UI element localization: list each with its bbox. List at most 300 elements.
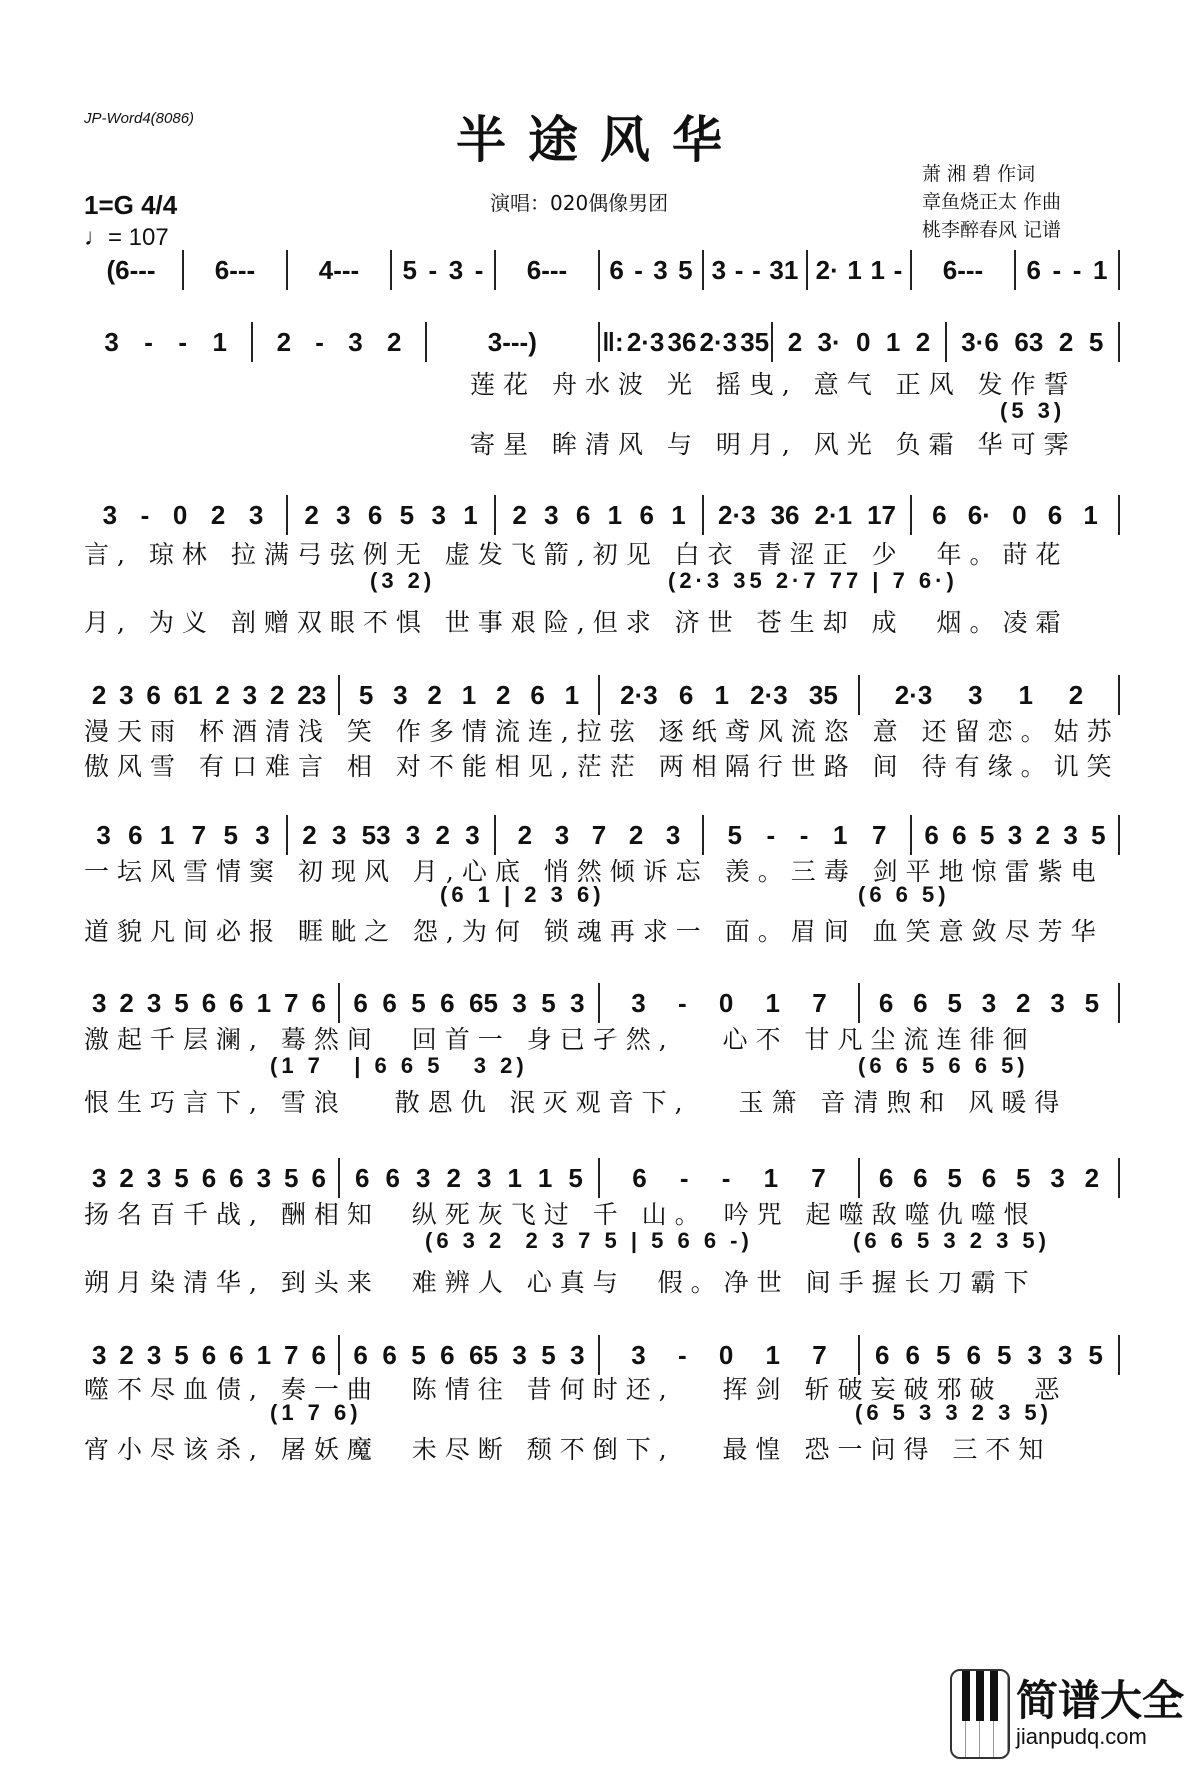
note-group: 6 xyxy=(952,819,967,850)
measure xyxy=(80,815,288,855)
lyric-line-2: 傲风雪 有口难言 相 对不能相见,茫茫 两相隔行世路 间 待有缘。讥笑 xyxy=(84,752,1120,781)
alternate-notes: (1 7 | 6 6 5 3 2) xyxy=(270,1053,528,1078)
note-group: 2 xyxy=(435,819,450,850)
measure xyxy=(1016,250,1120,290)
note-group: 3 xyxy=(119,679,134,710)
measure xyxy=(600,1335,860,1375)
lyric-line-2: 恨生巧言下, 雪浪 散恩仇 泯灭观音下, 玉箫 音清煦和 风暖得 xyxy=(84,1088,1068,1117)
note-group: 5 xyxy=(1091,819,1106,850)
note-group: - xyxy=(721,1162,731,1193)
note-group: 36 xyxy=(770,499,800,530)
note-group: 3 xyxy=(242,679,258,710)
note-group: 6· xyxy=(967,499,991,530)
note-group: 6 xyxy=(913,1162,928,1193)
note-group: ‖: xyxy=(602,326,624,357)
note-group: 53 xyxy=(361,819,391,850)
note-group: 3 xyxy=(665,819,681,850)
measure xyxy=(860,983,1120,1023)
lyric-line-1: 莲花 舟水波 光 摇曳, 意气 正风 发作誓 xyxy=(470,370,1077,399)
note-group: 0 xyxy=(718,987,734,1018)
note-group: 4--- xyxy=(318,254,360,285)
note-group: 3 xyxy=(711,254,727,285)
lyric-line-2: 月, 为义 剖赠双眼不惧 世事艰险,但求 济世 苍生却 成 烟。凌霜 xyxy=(84,608,1069,637)
notation-line xyxy=(80,250,1120,290)
note-group: 6 xyxy=(875,1339,890,1370)
note-group: 7 xyxy=(284,1339,299,1370)
measure xyxy=(808,250,912,290)
note-group: 3 xyxy=(248,499,264,530)
notation-line xyxy=(80,815,1120,855)
measure xyxy=(184,250,288,290)
note-group: 3 xyxy=(91,987,107,1018)
note-group: 6 xyxy=(229,987,244,1018)
measure xyxy=(253,322,426,362)
note-group: 3 xyxy=(146,1339,162,1370)
note-group: 6 xyxy=(639,499,654,530)
measure xyxy=(80,675,340,715)
note-group: 3 xyxy=(91,1339,107,1370)
lyric-line-2: 寄星 眸清风 与 明月, 风光 负霜 华可霁 xyxy=(470,430,1077,459)
note-group: 2 xyxy=(512,499,527,530)
note-group: 2 xyxy=(386,326,402,357)
note-group: 5 xyxy=(541,1339,556,1370)
note-group: 1 xyxy=(256,1339,272,1370)
note-group: 2 xyxy=(1058,326,1074,357)
note-group: 1 xyxy=(607,499,623,530)
note-group: 35 xyxy=(808,679,838,710)
measure xyxy=(860,1158,1120,1198)
measure xyxy=(496,815,704,855)
note-group: 5 xyxy=(174,1339,189,1370)
alternate-notes: (2·3 35 2·7 77 | 7 6·) xyxy=(668,568,958,593)
note-group: 7 xyxy=(812,987,827,1018)
measure xyxy=(600,675,860,715)
note-group: 3 xyxy=(91,1162,107,1193)
note-group: 3 xyxy=(102,499,118,530)
measure xyxy=(80,250,184,290)
notation-line xyxy=(80,1158,1120,1198)
measure xyxy=(340,983,600,1023)
note-group: - xyxy=(144,326,153,357)
note-group: 0 xyxy=(718,1339,734,1370)
measure xyxy=(773,322,946,362)
note-group: 5 xyxy=(174,987,189,1018)
alternate-notes: (6 6 5) xyxy=(858,882,950,907)
note-group: 3 xyxy=(512,1339,527,1370)
note-group: - xyxy=(140,499,150,530)
note-group: 7 xyxy=(284,987,299,1018)
note-group: 6 xyxy=(201,1339,217,1370)
measure xyxy=(288,250,392,290)
piano-keys-icon xyxy=(950,1669,1010,1759)
transcriber-credit: 桃李醉春风 记谱 xyxy=(922,219,1062,241)
note-group: 6 xyxy=(966,1339,981,1370)
measure xyxy=(427,322,600,362)
song-title: 半途风华 xyxy=(456,110,744,169)
note-group: 6 xyxy=(353,1339,368,1370)
note-group: 2 xyxy=(91,679,107,710)
singer-label: 演唱：020偶像男团 xyxy=(490,191,669,215)
note-group: 7 xyxy=(191,819,207,850)
site-logo xyxy=(950,1668,1200,1760)
note-group: 2·1 xyxy=(814,499,853,530)
composer-credit: 章鱼烧正太 作曲 xyxy=(922,191,1062,213)
note-group: 6 xyxy=(311,1162,326,1193)
note-group: 7 xyxy=(871,819,887,850)
note-group: 6 xyxy=(128,819,143,850)
note-group: 6--- xyxy=(526,254,568,285)
note-group: 5 xyxy=(727,819,742,850)
note-group: 3 xyxy=(405,819,421,850)
note-group: 5 xyxy=(1088,1339,1103,1370)
notation-line xyxy=(80,1335,1120,1375)
note-group: 5 xyxy=(947,1162,962,1193)
note-group: 3 xyxy=(146,1162,162,1193)
measure xyxy=(600,250,704,290)
note-group: 2 xyxy=(628,819,644,850)
note-group: 3 xyxy=(415,1162,431,1193)
note-group: 1 xyxy=(564,679,580,710)
note-group: 5 xyxy=(947,987,962,1018)
note-group: 2·3 xyxy=(750,679,788,710)
note-group: 3---) xyxy=(487,326,537,357)
lyric-line-1: 扬名百千战, 酬相知 纵死灰飞过 千 山。 吟咒 起噬敌噬仇噬恨 xyxy=(84,1200,1037,1229)
note-group: 1 xyxy=(1083,499,1098,530)
note-group: 6 xyxy=(924,819,939,850)
note-group: 3 xyxy=(631,987,646,1018)
note-group: 2 xyxy=(427,679,442,710)
note-group: 5 xyxy=(284,1162,299,1193)
lyric-line-2: 宵小尽该杀, 屠妖魔 未尽断 颓不倒下, 最惶 恐一问得 三不知 xyxy=(84,1435,1052,1464)
note-group: 3 xyxy=(448,254,464,285)
note-group: 2·3 xyxy=(626,326,665,357)
note-group: 2 xyxy=(276,326,292,357)
logo-text: 简谱大全 xyxy=(1016,1676,1185,1725)
measure xyxy=(600,322,773,362)
note-group: 5 xyxy=(411,1339,426,1370)
note-group: 3 xyxy=(431,499,446,530)
measure xyxy=(288,815,496,855)
note-group: - xyxy=(428,254,438,285)
note-group: - xyxy=(679,1162,689,1193)
note-group: 2·3 xyxy=(699,326,738,357)
note-group: 2 xyxy=(119,1339,134,1370)
measure xyxy=(80,983,340,1023)
measure xyxy=(860,675,1120,715)
measure xyxy=(340,1158,600,1198)
note-group: 1 xyxy=(461,679,477,710)
note-group: 5 xyxy=(568,1162,583,1193)
note-group: 0 xyxy=(856,326,871,357)
note-group: 3·6 xyxy=(961,326,999,357)
note-group: 3 xyxy=(146,987,162,1018)
measure xyxy=(496,250,600,290)
note-group: 6 xyxy=(382,987,397,1018)
note-group: 6 xyxy=(575,499,591,530)
lyricist-credit: 萧 湘 碧 作词 xyxy=(922,163,1036,185)
measure xyxy=(80,495,288,535)
lyric-line-1: 噬不尽血债, 奏一曲 陈情往 昔何时还, 挥剑 斩破妄破邪破 恶 xyxy=(84,1375,1068,1404)
note-group: 1 xyxy=(847,254,862,285)
measure xyxy=(340,675,600,715)
note-group: 17 xyxy=(867,499,896,530)
note-group: 5 xyxy=(402,254,417,285)
note-group: 3 xyxy=(96,819,111,850)
measure xyxy=(80,322,253,362)
note-group: 1 xyxy=(832,819,848,850)
note-group: 2 xyxy=(302,819,317,850)
measure xyxy=(912,250,1016,290)
note-group: 3 xyxy=(544,499,559,530)
note-group: 3 xyxy=(1050,987,1065,1018)
note-group: 7 xyxy=(811,1162,826,1193)
note-group: 3 xyxy=(570,987,585,1018)
note-group: 2 xyxy=(496,679,511,710)
note-group: - xyxy=(799,819,809,850)
measure xyxy=(80,1158,340,1198)
note-group: 2 xyxy=(215,679,230,710)
note-group: 2 xyxy=(787,326,803,357)
note-group: 6 xyxy=(913,987,928,1018)
note-group: 2·3 xyxy=(718,499,756,530)
alternate-notes: (1 7 6) xyxy=(270,1400,362,1425)
lyric-line-2: 朔月染清华, 到头来 难辨人 心真与 假。净世 间手握长刀霸下 xyxy=(84,1268,1037,1297)
note-group: 31 xyxy=(769,254,799,285)
note-group: 2 xyxy=(446,1162,461,1193)
measure xyxy=(600,983,860,1023)
note-group: 63 xyxy=(1014,326,1044,357)
note-group: - xyxy=(752,254,761,285)
alternate-notes: (3 2) xyxy=(370,568,436,593)
measure xyxy=(704,815,912,855)
note-group: 1 xyxy=(714,679,729,710)
note-group: 2 xyxy=(119,987,134,1018)
measure xyxy=(600,1158,860,1198)
lyric-line-1: 漫天雨 杯酒清浅 笑 作多情流连,拉弦 逐纸鸢风流恣 意 还留恋。姑苏 xyxy=(84,717,1120,746)
note-group: - xyxy=(677,987,687,1018)
note-group: 2 xyxy=(304,499,319,530)
note-group: 6 xyxy=(146,679,161,710)
note-group: 3 xyxy=(1027,1339,1042,1370)
note-group: 7 xyxy=(812,1339,827,1370)
logo-url: jianpudq.com xyxy=(1016,1724,1147,1749)
note-group: - xyxy=(1072,254,1082,285)
note-group: 1 xyxy=(671,499,686,530)
note-group: 5 xyxy=(1084,987,1100,1018)
note-group: 6 xyxy=(201,1162,217,1193)
measure xyxy=(392,250,496,290)
note-group: 5 xyxy=(541,987,556,1018)
note-group: 5 xyxy=(935,1339,951,1370)
note-group: 7 xyxy=(591,819,607,850)
measure xyxy=(288,495,496,535)
note-group: 35 xyxy=(740,326,770,357)
note-group: 3 xyxy=(476,1162,492,1193)
note-group: 3 xyxy=(465,819,480,850)
note-group: 3 xyxy=(1057,1339,1073,1370)
measure xyxy=(947,322,1120,362)
note-group: 2· xyxy=(815,254,839,285)
note-group: 2 xyxy=(1068,679,1084,710)
note-group: 3 xyxy=(348,326,363,357)
notation-line xyxy=(80,495,1120,535)
note-group: 6 xyxy=(311,987,326,1018)
note-group: 6 xyxy=(1026,254,1041,285)
lyric-line-2: 道貌凡间必报 睚眦之 怨,为何 锁魂再求一 面。眉间 血笑意敛尽芳华 xyxy=(84,917,1104,946)
note-group: 2 xyxy=(1084,1162,1100,1193)
note-group: - xyxy=(178,326,188,357)
lyric-line-1: 言, 琼林 拉满弓弦例无 虚发飞箭,初见 白衣 青涩正 少 年。莳花 xyxy=(84,540,1069,569)
note-group: 3 xyxy=(512,987,527,1018)
measure xyxy=(80,1335,340,1375)
note-group: 6 xyxy=(632,1162,647,1193)
note-group: 1 xyxy=(763,1162,779,1193)
note-group: - xyxy=(1052,254,1062,285)
note-group: 2 xyxy=(210,499,226,530)
note-group: 2·3 xyxy=(620,679,658,710)
note-group: 0 xyxy=(172,499,188,530)
note-group: 2 xyxy=(1035,819,1050,850)
note-group: 2 xyxy=(269,679,285,710)
note-group: - xyxy=(634,254,643,285)
note-group: 65 xyxy=(468,987,498,1018)
note-group: 1 xyxy=(870,254,885,285)
note-group: 3 xyxy=(256,1162,272,1193)
alternate-notes: (6 3 2 2 3 7 5 | 5 6 6 -) xyxy=(425,1228,753,1253)
alternate-notes: (5 3) xyxy=(1000,398,1066,423)
note-group: 6 xyxy=(367,499,383,530)
note-group: 36 xyxy=(667,326,697,357)
note-group: 2 xyxy=(915,326,931,357)
measure xyxy=(912,815,1120,855)
note-group: 3 xyxy=(393,679,408,710)
measure xyxy=(704,495,912,535)
note-group: (6--- xyxy=(106,254,156,285)
note-group: 2 xyxy=(119,1162,134,1193)
note-group: 6 xyxy=(678,679,694,710)
note-group: 6 xyxy=(353,987,368,1018)
note-group: 6 xyxy=(311,1339,326,1370)
note-group: - xyxy=(766,819,776,850)
note-group: 1 xyxy=(537,1162,553,1193)
note-group: 3 xyxy=(336,499,351,530)
note-group: - xyxy=(474,254,484,285)
note-group: - xyxy=(677,1339,687,1370)
alternate-notes: (6 1 | 2 3 6) xyxy=(440,882,605,907)
note-group: 1 xyxy=(1018,679,1033,710)
note-group: 5 xyxy=(996,1339,1012,1370)
notation-line xyxy=(80,322,1120,362)
note-group: - xyxy=(315,326,324,357)
note-group: 3 xyxy=(570,1339,585,1370)
measure xyxy=(496,495,704,535)
key-signature: 1=G 4/4 xyxy=(84,190,178,220)
note-group: 3 xyxy=(981,987,997,1018)
note-group: 5 xyxy=(399,499,415,530)
note-group: 5 xyxy=(979,819,995,850)
note-group: 6--- xyxy=(214,254,256,285)
note-group: 6 xyxy=(382,1339,397,1370)
notation-line xyxy=(80,983,1120,1023)
note-group: 6 xyxy=(878,987,894,1018)
note-group: 3 xyxy=(104,326,119,357)
note-group: 1 xyxy=(507,1162,522,1193)
note-group: - xyxy=(734,254,744,285)
note-group: 6 xyxy=(981,1162,997,1193)
note-group: 3 xyxy=(1007,819,1023,850)
note-group: 6 xyxy=(385,1162,400,1193)
note-group: 6 xyxy=(530,679,545,710)
note-group: 6 xyxy=(229,1162,244,1193)
note-group: 65 xyxy=(468,1339,498,1370)
note-group: 6 xyxy=(201,987,217,1018)
note-group: 1 xyxy=(765,987,781,1018)
software-label: JP-Word4(8086) xyxy=(84,110,195,127)
note-group: 0 xyxy=(1012,499,1027,530)
note-group: 1 xyxy=(159,819,175,850)
note-group: 5 xyxy=(678,254,693,285)
note-group: 6 xyxy=(609,254,624,285)
measure xyxy=(912,495,1120,535)
note-group: 6 xyxy=(905,1339,920,1370)
note-group: 2 xyxy=(517,819,533,850)
note-group: 5 xyxy=(411,987,426,1018)
tempo-marking: ♩= 107 xyxy=(84,224,169,251)
note-group: 6 xyxy=(229,1339,244,1370)
alternate-notes: (6 6 5 6 6 5) xyxy=(858,1053,1029,1078)
note-group: 1 xyxy=(256,987,272,1018)
note-group: 1 xyxy=(463,499,478,530)
note-group: 6 xyxy=(355,1162,370,1193)
note-group: 6 xyxy=(440,987,455,1018)
note-group: 3 xyxy=(1050,1162,1065,1193)
note-group: 2 xyxy=(1016,987,1031,1018)
note-group: 3 xyxy=(255,819,270,850)
note-group: 2·3 xyxy=(894,679,933,710)
note-group: 6 xyxy=(878,1162,894,1193)
note-group: 1 xyxy=(765,1339,781,1370)
alternate-notes: (6 5 3 3 2 3 5) xyxy=(855,1400,1052,1425)
measure xyxy=(340,1335,600,1375)
note-group: 3· xyxy=(817,326,841,357)
note-group: 1 xyxy=(212,326,227,357)
note-group: 1 xyxy=(885,326,901,357)
note-group: 6--- xyxy=(942,254,984,285)
note-group: - xyxy=(893,254,903,285)
lyric-line-1: 一坛风雪情窦 初现风 月,心底 悄然倾诉忘 羡。三毒 剑平地惊雷紫电 xyxy=(84,857,1104,886)
note-group: 6 xyxy=(440,1339,455,1370)
measure xyxy=(704,250,808,290)
lyric-line-1: 激起千层澜, 蓦然间 回首一 身已孑然, 心不 甘凡尘流连徘徊 xyxy=(84,1025,1036,1054)
note-group: 5 xyxy=(1016,1162,1031,1193)
alternate-notes: (6 6 5 3 2 3 5) xyxy=(853,1228,1050,1253)
note-group: 3 xyxy=(653,254,668,285)
note-group: 6 xyxy=(1047,499,1063,530)
note-group: 3 xyxy=(968,679,983,710)
note-group: 1 xyxy=(1092,254,1108,285)
note-group: 23 xyxy=(297,679,327,710)
note-group: 3 xyxy=(331,819,347,850)
note-group: 3 xyxy=(554,819,570,850)
note-group: 3 xyxy=(631,1339,646,1370)
note-group: 6 xyxy=(932,499,947,530)
credits xyxy=(922,160,1061,244)
note-group: 61 xyxy=(173,679,203,710)
note-group: 5 xyxy=(223,819,238,850)
note-group: 5 xyxy=(358,679,374,710)
measure xyxy=(860,1335,1120,1375)
note-group: 3 xyxy=(1063,819,1078,850)
